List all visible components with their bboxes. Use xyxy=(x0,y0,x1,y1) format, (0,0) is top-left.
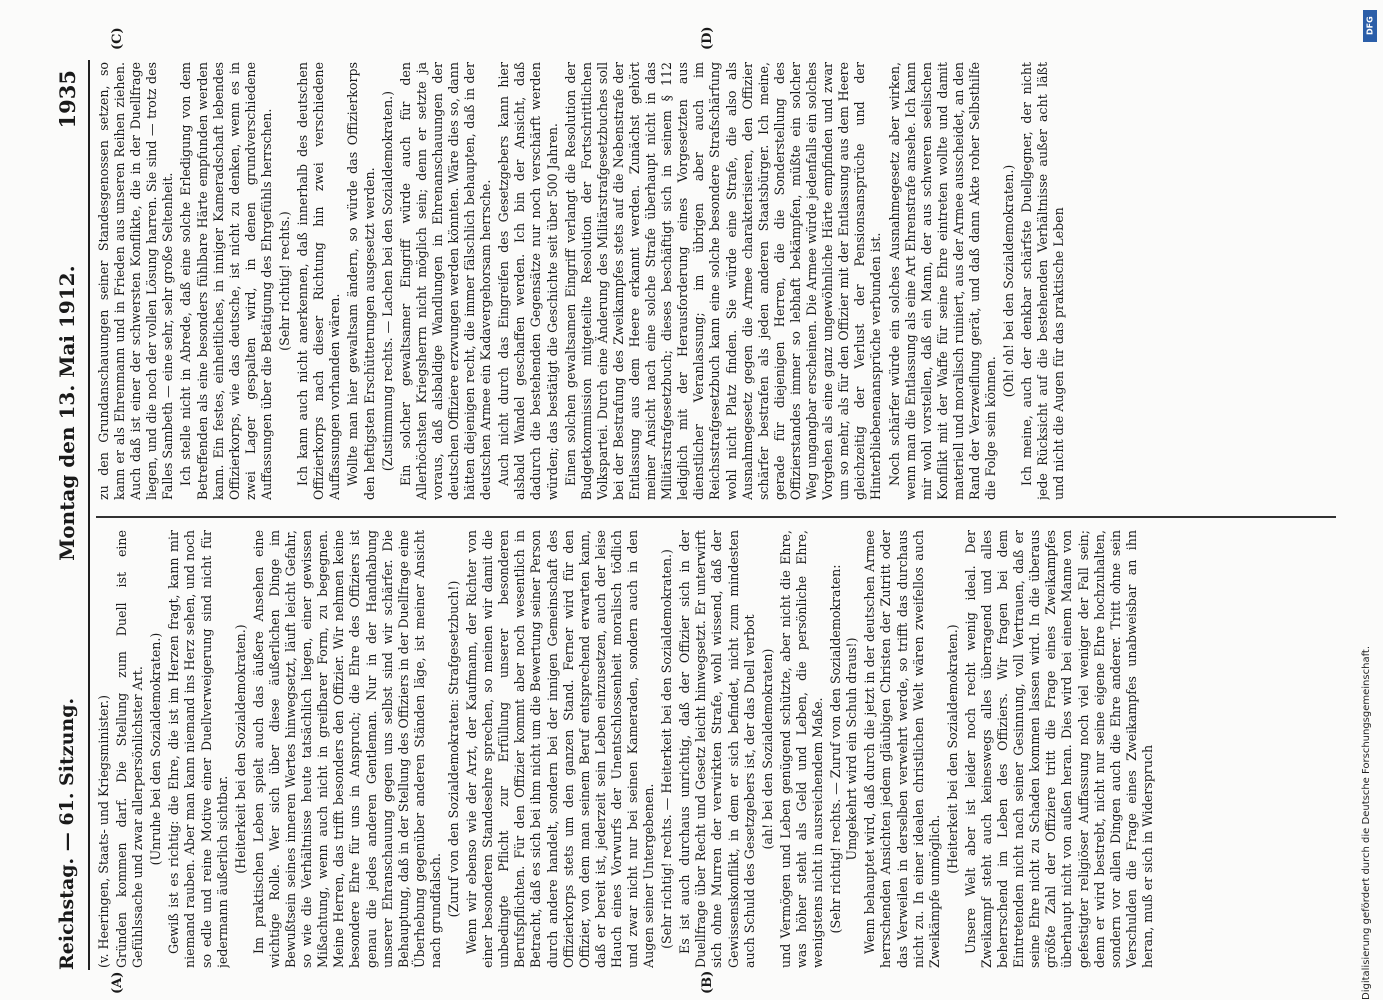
paragraph: Im praktischen Leben spielt auch das äußere Ansehen eine wichtige Rolle. Wer sich über diese äußerlichen Dinge im Bewußtsein seines inneren Wertes hinwegsetzt, läuft leicht Gefahr, so wie die Verhältnisse heute tatsächlich liegen, einer gewissen Mißachtung, wenn auch nicht in greifbarer Form, zu begegnen. Meine Herren, das trifft besonders den Offizier. Wir nehmen keine besondere Ehre für uns in Anspruch; die Ehre des Offiziers ist genau die jedes anderen Gentleman. Nur in der Handhabung unserer Ehranschauung gegen uns selbst sind wir schärfer. Die Behauptung, daß in der Stellung des Offiziers in der Duellfrage eine Überhebung gegenüber anderen Ständen läge, ist meiner Ansicht nach grundfalsch. xyxy=(250,530,443,968)
paragraph: (Sehr richtig! rechts. — Zuruf von den Sozialdemokraten: Umgekehrt wird ein Schuh draus!) xyxy=(828,564,860,934)
paragraph: Ich meine, auch der denkbar schärfste Duellgegner, der nicht jede Rücksicht auf die bestehenden Verhältnisse außer acht läßt und nicht die Augen für das praktische Leben xyxy=(1019,62,1067,500)
paragraph: Gewiß ist es richtig: die Ehre, die ist im Herzen fragt, kann mir niemand rauben. Aber man kann niemand ins Herz sehen, und noch so edle und reine Motive einer Duellverweigerung sind nicht für jedermann äußerlich sichtbar. xyxy=(166,530,230,968)
margin-label-c: (C) xyxy=(110,27,125,50)
paragraph: (Zuruf von den Sozialdemokraten: Strafgesetzbuch!) xyxy=(445,580,461,918)
paragraph: (Sehr richtig! rechts. — Heiterkeit bei den Sozialdemokraten.) xyxy=(659,549,675,949)
paragraph: Gründen kommen darf. Die Stellung zum Duell ist eine Gefühlssache und zwar allerpersönlichster Art. xyxy=(114,530,146,968)
paragraph: Wenn wir ebenso wie der Arzt, der Kaufmann, der Richter von einer besonderen Standesehre sprechen, so meinen wir damit die unbedingte Pflicht zur Erfüllung unserer besonderen Berufspflichten. Für den Offizier kommt aber noch wesentlich in Betracht, daß es sich bei ihm nicht um die Bewertung seiner Person durch andere handelt, sondern bei der innigen Gemeinschaft des Offizierkorps stets um den ganzen Stand. Ferner wird für den Offizier, von dem man seinem Beruf entsprechend erwarten kann, daß er bereit ist, jederzeit sein Leben einzusetzen, auch der leise Hauch eines Vorwurfs der Unentschlossenheit moralisch tödlich und zwar nicht nur bei seinen Kameraden, sondern auch in den Augen seiner Untergebenen. xyxy=(464,530,657,968)
paragraph: Auch nicht durch das Eingreifen des Gesetzgebers kann hier alsbald Wandel geschaffen werden. Ich bin der Ansicht, daß dadurch die bestehenden Gegensätze nur noch verschärft werden würden; das bestätigt die Geschichte seit über 500 Jahren. xyxy=(496,62,560,500)
paragraph: (Sehr richtig! rechts.) xyxy=(277,211,293,351)
margin-label-b: (B) xyxy=(700,970,715,994)
paragraph: Ich kann auch nicht anerkennen, daß innerhalb des deutschen Offizierkorps nach dieser Richtung hin zwei verschiedene Auffassungen vorhanden wären. xyxy=(295,62,343,500)
right-column xyxy=(96,62,1346,500)
paragraph: Ein solcher gewaltsamer Eingriff würde auch für den Allerhöchsten Kriegsherrn nicht möglich sein; denn er setzte ja voraus, daß alsbaldige Wandlungen in Ehrenanschauungen der deutschen Offiziere erzwungen werden könnten. Wäre dies so, dann hätten diejenigen recht, die immer fälschlich behaupten, daß in der deutschen Armee ein Kadavergehorsam herrsche. xyxy=(397,62,494,500)
paragraph: (ah! bei den Sozialdemokraten) xyxy=(759,648,775,850)
paragraph: (Heiterkeit bei den Sozialdemokraten.) xyxy=(232,624,248,874)
paragraph: Wollte man hier gewaltsam ändern, so würde das Offizierkorps den heftigsten Erschütterungen ausgesetzt werden. xyxy=(345,62,377,500)
header-rule xyxy=(88,60,90,970)
paragraph: (Heiterkeit bei den Sozialdemokraten.) xyxy=(944,624,960,874)
paragraph: (v. Heeringen, Staats- und Kriegsminister.) xyxy=(96,694,111,968)
margin-label-d: (D) xyxy=(700,26,715,50)
header-date: Montag den 13. Mai 1912. xyxy=(55,265,79,561)
margin-label-a: (A) xyxy=(110,971,125,994)
paragraph: Es ist auch durchaus unrichtig, daß der Offizier sich in der Duellfrage über Recht und Gesetz leicht hinwegsetzt. Er unterwirft sich ohne Murren der verwirkten Strafe, wohl wissend, daß der Gewissenskonflikt, in dem er sich befindet, nicht zum mindesten auch Schuld des Gesetzgebers ist, der das Duell verbot xyxy=(677,530,757,968)
page-header xyxy=(50,70,84,970)
paragraph: zu den Grundanschauungen seiner Standesgenossen setzen, so kann er als Ehrenmann und in Frieden aus unseren Reihen ziehen. Auch daß ist einer der schwersten Konflikte, die in der Duellfrage liegen, und die noch der vollen Lösung harren. Sie sind — trotz des Falles Sambeth — eine sehr, sehr große Seltenheit. xyxy=(96,62,176,500)
dfg-logo: DFG xyxy=(1363,10,1377,42)
column-divider xyxy=(96,516,1336,518)
paragraph: Unsere Welt aber ist leider noch recht wenig ideal. Der Zweikampf steht auch keineswegs alles überragend und alles beherrschend im Leben des Offiziers. Wir fragen bei dem Eintretenden nicht nach seiner Gesinnung, voll Vertrauen, daß er seine Ehre nicht zu Schaden kommen lassen wird. In die überaus größte Zahl der Offiziere tritt die Frage eines Zweikampfes überhaupt nicht von außen heran. Dies wird bei einem Manne von gefestigter religiöser Auffassung noch viel weniger der Fall sein; denn er wird bestrebt, nicht nur seine eigene Ehre hochzuhalten, sondern vor allen Dingen auch die Ehre anderer. Tritt ohne sein Verschulden die Frage eines Zweikampfes unabweisbar an ihn heran, muß er sich in Widerspruch xyxy=(962,530,1155,968)
paragraph: Wenn behauptet wird, daß durch die jetzt in der deutschen Armee herrschenden Ansichten jedem gläubigen Christen der Zutritt oder das Verweilen in derselben verwehrt werde, so trifft das durchaus nicht zu. In einer idealen christlichen Welt wären zweifellos auch Zweikämpfe unmöglich. xyxy=(862,530,942,968)
paragraph: (Unruhe bei den Sozialdemokraten.) xyxy=(148,632,164,866)
digitization-note xyxy=(1359,0,1379,1000)
left-column xyxy=(96,530,1346,968)
paragraph: (Zustimmung rechts. — Lachen bei den Sozialdemokraten.) xyxy=(379,90,395,472)
header-left: Reichstag. — 61. Sitzung. xyxy=(56,697,78,970)
paragraph: (Oh! oh! bei den Sozialdemokraten.) xyxy=(1001,164,1017,398)
paragraph: Ich stelle nicht in Abrede, daß eine solche Erledigung von dem Betreffenden als eine besonders fühlbare Härte empfunden werden kann. Ein festes, einheitliches, in inniger Kameradschaft lebendes Offizierkorps, wie das deutsche, ist nicht zu denken, wenn es in zwei Lager gespalten wird, in denen grundverschiedene Auffassungen über die Betätigung des Ehrgefühls herrschen. xyxy=(178,62,274,500)
paragraph: Einen solchen gewaltsamen Eingriff verlangt die Resolution der Budgetkommission mitgeteilte Resolution der Fortschrittlichen Volkspartei. Durch eine Änderung des Militärstrafgesetzbuches soll bei der Bestrafung des Zweikampfes stets auf die Nebenstrafe der Entlassung aus dem Heere erkannt werden. Zunächst gehört meiner Ansicht nach eine solche Strafe überhaupt nicht in das Militärstrafgesetzbuch; dieses beschäftigt sich in seinem § 112 lediglich mit der Herausforderung eines Vorgesetzten aus dienstlicher Veranlassung; im übrigen aber auch im Reichsstrafgesetzbuch kann eine solche besondere Strafschärfung wohl nicht Platz finden. Sie würde eine Strafe, die also als Ausnahmegesetz gegen die Armee charakterisieren, den Offizier schärfer bestrafen als jeden anderen Staatsbürger. Ich meine, gerade für diejenigen Herren, die die Sonderstellung des Offizierstandes immer so lebhaft bekämpfen, müßte ein solcher Weg ungangbar erscheinen. Die Armee würde jedenfalls ein solches Vorgehen als eine ganz ungewöhnliche Härte empfinden und zwar um so mehr, als für den Offizier mit der Entlassung aus dem Heere gleichzeitig der Verlust der Pensionsansprüche und der Hinterbliebenenansprüche verbunden ist. xyxy=(562,62,884,500)
paragraph: und Vermögen und Leben genügend schützte, aber nicht die Ehre, was höher steht als Geld und Leben, die persönliche Ehre, wenigstens nicht in ausreichendem Maße. xyxy=(777,530,826,968)
paragraph: Noch schärfer würde ein solches Ausnahmegesetz aber wirken, wenn man die Entlassung als eine Art Ehrenstrafe ansehe. Ich kann mir wohl vorstellen, daß ein Mann, der aus schweren seelischen Konflikt mit der Waffe für seine Ehre eintreten wollte und damit materiell und moralisch ruiniert, aus der Armee ausscheidet, an den Rand der Verzweiflung gerät, und daß dann Akte roher Selbsthilfe die Folge sein können. xyxy=(886,62,999,500)
digitization-text: Digitalisierung gefördert durch die Deutsche Forschungsgemeinschaft. xyxy=(1361,645,1372,1000)
page-number: 1935 xyxy=(54,70,80,129)
